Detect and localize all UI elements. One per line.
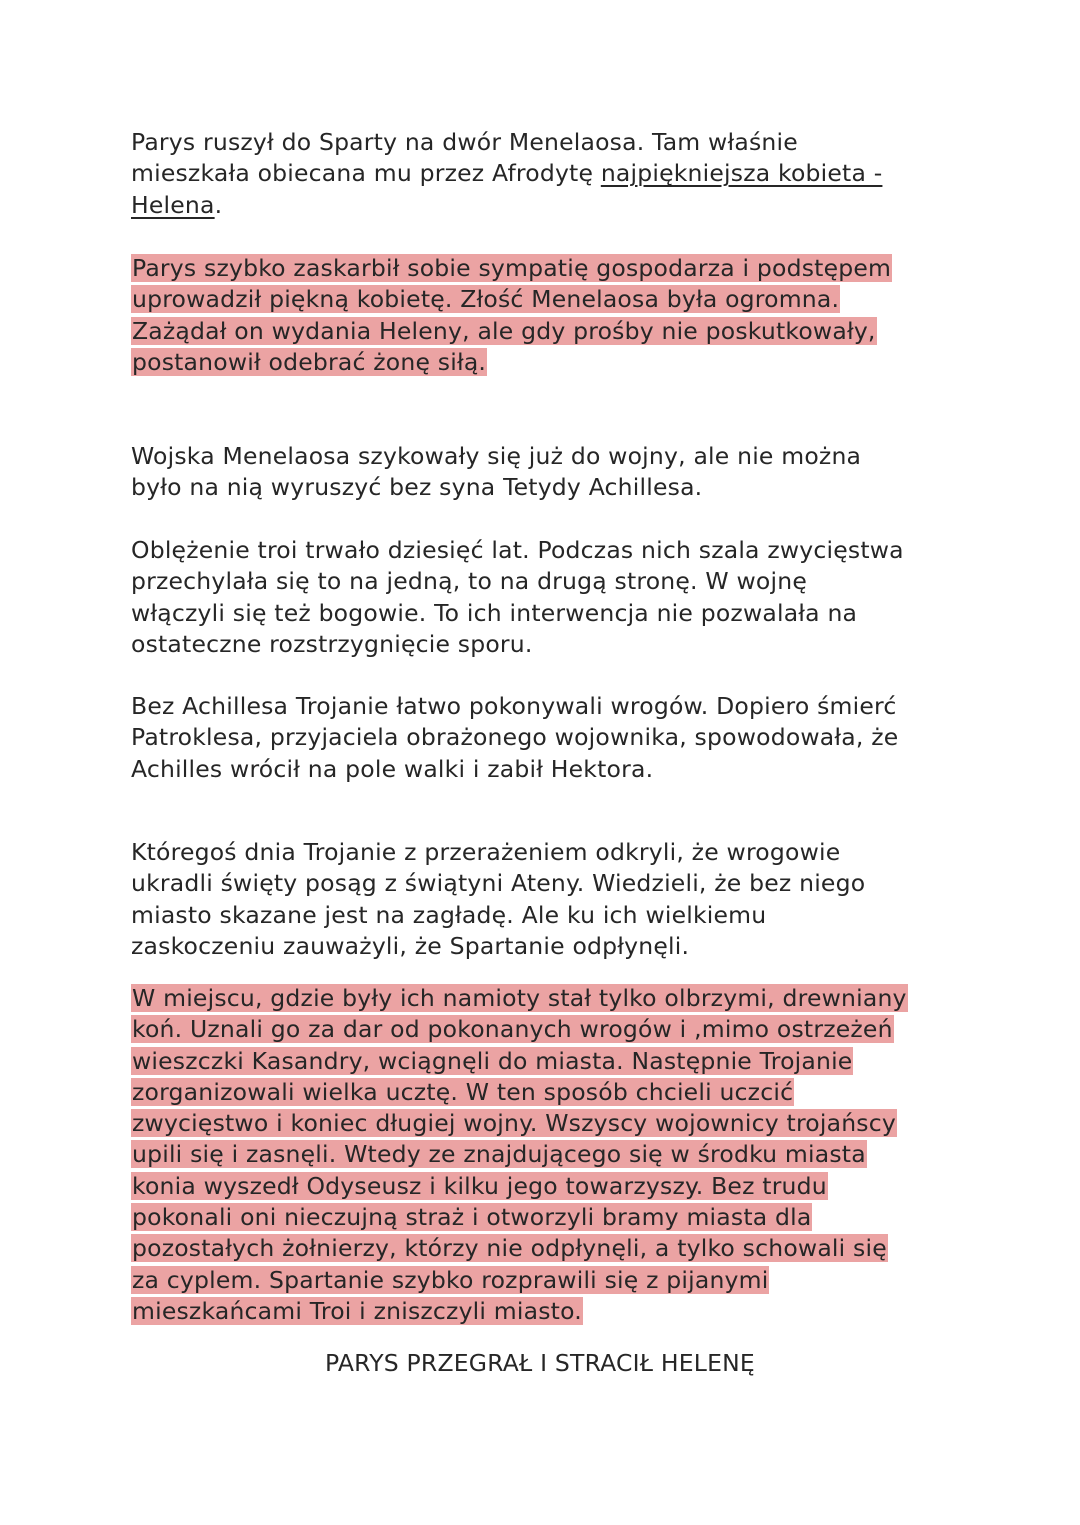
text-line: przechylała się to na jedną, to na drugą stronę. W wojnę — [131, 567, 807, 596]
highlight: mieszkańcami Troi i zniszczyli miasto. — [132, 1296, 582, 1325]
highlighted-line — [131, 1171, 961, 1202]
highlighted-line — [131, 1233, 961, 1264]
highlight: uprowadził piękną kobietę. Złość Menelaosa była ogromna. — [132, 285, 840, 314]
text-line — [131, 158, 961, 189]
highlighted-line — [131, 1296, 961, 1327]
paragraph-trojan-horse — [131, 983, 961, 1327]
highlight: wieszczki Kasandry, wciągnęli do miasta. Następnie Trojanie — [132, 1046, 853, 1075]
paragraph-paris-travels — [131, 127, 961, 221]
text-line: włączyli się też bogowie. To ich interwencja nie pozwalała na — [131, 598, 858, 627]
highlighted-line — [131, 1202, 961, 1233]
highlighted-line — [131, 1014, 961, 1045]
text-line: Oblężenie troi trwało dziesięć lat. Podczas nich szala zwycięstwa — [131, 536, 904, 564]
highlighted-line — [131, 316, 961, 347]
highlight: pokonali oni nieczujną straż i otworzyli bramy miasta dla — [132, 1203, 812, 1232]
text-line: Parys ruszył do Sparty na dwór Menelaosa. Tam właśnie — [131, 128, 798, 156]
highlight: konia wyszedł Odyseusz i kilku jego towarzyszy. Bez trudu — [132, 1171, 827, 1200]
text-segment: . — [214, 190, 223, 219]
text-line: miasto skazane jest na zagładę. Ale ku ich wielkiemu — [131, 900, 767, 929]
highlighted-line — [131, 1265, 961, 1296]
paragraph-statue — [131, 837, 961, 962]
text-line: Któregoś dnia Trojanie z przerażeniem odkryli, że wrogowie — [131, 838, 841, 866]
highlight: Zażądał on wydania Heleny, ale gdy prośby nie poskutkowały, — [132, 316, 876, 345]
highlighted-line — [131, 1046, 961, 1077]
paragraph-abduction — [131, 253, 961, 378]
highlighted-line — [131, 1139, 961, 1170]
text-line: zaskoczeniu zauważyli, że Spartanie odpłynęli. — [131, 931, 690, 960]
text-line: Patroklesa, przyjaciela obrażonego wojownika, spowodowała, że — [131, 723, 899, 752]
highlight: zorganizowali wielka ucztę. W ten sposób chcieli uczcić — [132, 1077, 794, 1106]
highlighted-line — [131, 1077, 961, 1108]
text-line: Bez Achillesa Trojanie łatwo pokonywali wrogów. Dopiero śmierć — [131, 692, 897, 720]
highlight: pozostałych żołnierzy, którzy nie odpłynęli, a tylko schowali się — [132, 1234, 887, 1263]
conclusion-heading: PARYS PRZEGRAŁ I STRACIŁ HELENĘ — [325, 1349, 755, 1377]
highlighted-line — [131, 284, 961, 315]
paragraph-achilles — [131, 691, 961, 785]
text-line: ukradli święty posąg z świątyni Ateny. Wiedzieli, że bez niego — [131, 869, 866, 898]
highlighted-line — [131, 983, 961, 1014]
paragraph-armies — [131, 441, 961, 504]
text-line: ostateczne rozstrzygnięcie sporu. — [131, 629, 533, 658]
text-line: Achilles wrócił na pole walki i zabił Hektora. — [131, 754, 654, 783]
paragraph-siege — [131, 535, 961, 660]
highlighted-line — [131, 253, 961, 284]
highlight: W miejscu, gdzie były ich namioty stał tylko olbrzymi, drewniany — [132, 984, 907, 1012]
highlighted-line — [131, 347, 961, 378]
text-line — [131, 190, 961, 221]
underlined-name: Helena — [131, 190, 215, 219]
highlight: Parys szybko zaskarbił sobie sympatię gospodarza i podstępem — [132, 254, 892, 282]
highlight: za cyplem. Spartanie szybko rozprawili się z pijanymi — [132, 1265, 769, 1294]
highlight: upili się i zasnęli. Wtedy ze znajdującego się w środku miasta — [132, 1140, 866, 1169]
text-line: było na nią wyruszyć bez syna Tetydy Achillesa. — [131, 473, 703, 502]
highlight: koń. Uznali go za dar od pokonanych wrogów i ,mimo ostrzeżeń — [132, 1015, 893, 1044]
highlight: zwycięstwo i koniec długiej wojny. Wszyscy wojownicy trojańscy — [132, 1109, 896, 1138]
highlighted-line — [131, 1108, 961, 1139]
text-line: Wojska Menelaosa szykowały się już do wojny, ale nie można — [131, 442, 862, 470]
text-segment: mieszkała obiecana mu przez Afrodytę — [131, 159, 601, 188]
underlined-phrase: najpiękniejsza kobieta - — [600, 159, 883, 188]
highlight: postanowił odebrać żonę siłą. — [132, 347, 487, 376]
